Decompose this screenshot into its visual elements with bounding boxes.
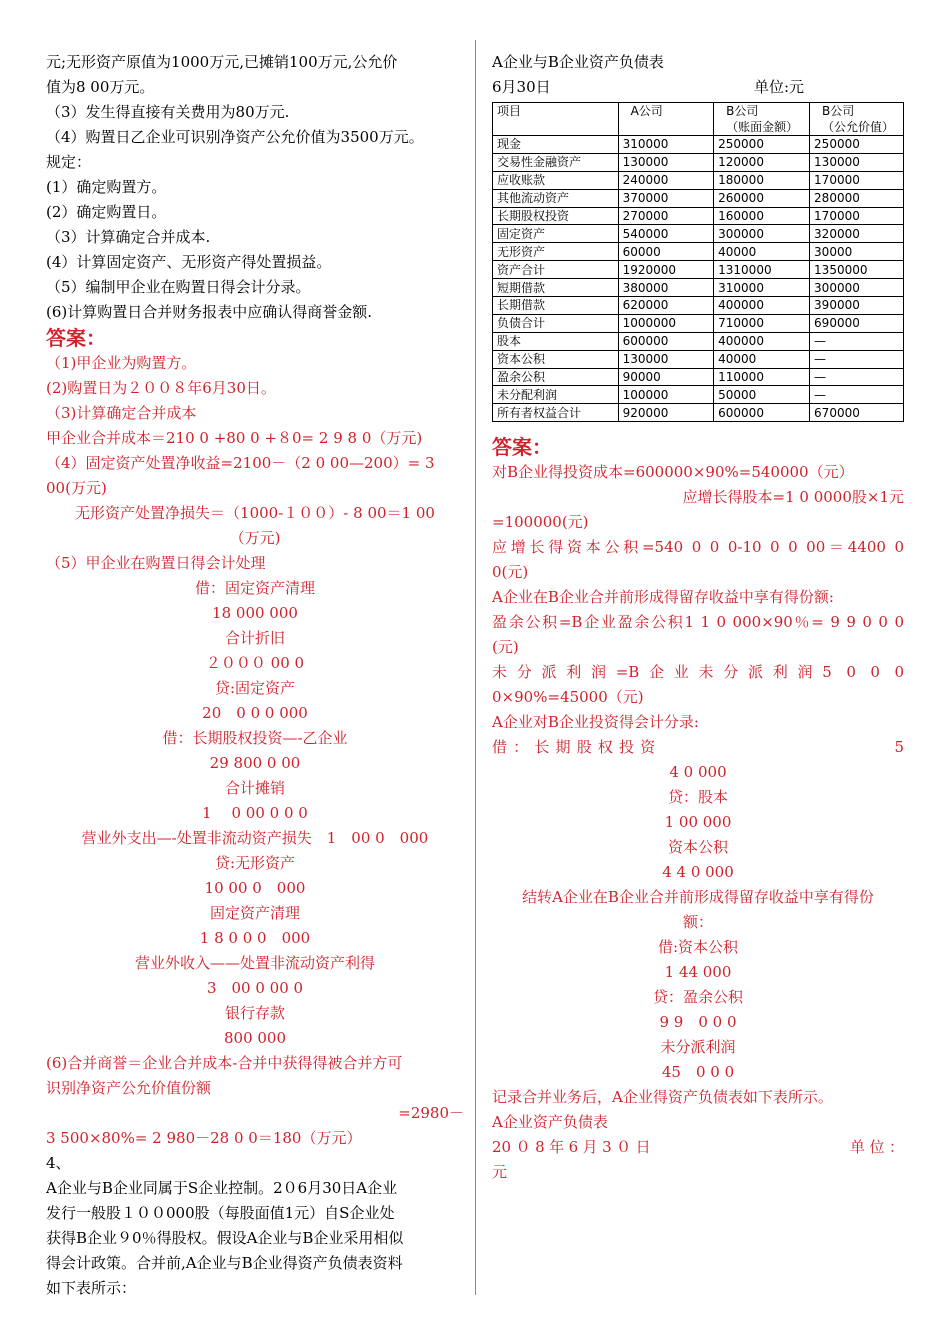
text-line: 甲企业合并成本＝210 0 +80 0 +８0= 2 9 8 0（万元) xyxy=(46,429,423,447)
answer-heading: 答案： xyxy=(46,326,106,350)
table-cell: 无形资产 xyxy=(493,243,619,261)
text-line: 0(元) xyxy=(492,563,529,582)
table-cell: 长期股权投资 xyxy=(493,207,619,225)
text-line: 贷:无形资产 xyxy=(214,854,296,872)
text-line: （3)计算确定合并成本 xyxy=(46,404,197,422)
table-row xyxy=(493,404,904,422)
table-header-cell: B公司 （账面金额） xyxy=(714,103,810,136)
text-line: 贷：盈余公积 xyxy=(652,988,743,1007)
text-line: 应增长得股本=1 0 0000股×1元 xyxy=(682,488,904,507)
text-line: A企业资产负债表 xyxy=(492,1113,608,1132)
table-row xyxy=(493,350,904,368)
column-divider xyxy=(475,40,476,1295)
text-line: 10 00 0 000 xyxy=(204,879,306,897)
table-row xyxy=(493,332,904,350)
table-cell: 40000 xyxy=(714,243,810,261)
table-cell: 长期借款 xyxy=(493,297,619,315)
text-line: 20 0 0 0 000 xyxy=(202,704,308,722)
table-row xyxy=(493,314,904,332)
text-line: =100000(元) xyxy=(492,513,589,532)
right-column xyxy=(492,50,904,1185)
text-line: 4 0 000 xyxy=(669,763,727,782)
table-cell: 130000 xyxy=(810,153,904,171)
table-cell: 240000 xyxy=(618,171,714,189)
table-cell: 交易性金融资产 xyxy=(493,153,619,171)
table-cell: 资产合计 xyxy=(493,261,619,279)
text-line: (元) xyxy=(492,638,519,657)
table-cell: 1000000 xyxy=(618,314,714,332)
table-cell: 620000 xyxy=(618,297,714,315)
text-line: （万元) xyxy=(229,529,281,547)
table-cell: 资本公积 xyxy=(493,350,619,368)
table-cell: 310000 xyxy=(714,279,810,297)
table-cell: 100000 xyxy=(618,386,714,404)
table-cell: 300000 xyxy=(714,225,810,243)
text-line: 4、 xyxy=(46,1154,71,1172)
text-line: 4 4 0 000 xyxy=(662,863,734,882)
table-date: 6月30日 xyxy=(492,78,551,96)
table-cell: 所有者权益合计 xyxy=(493,404,619,422)
table-cell: 300000 xyxy=(810,279,904,297)
table-cell: 1350000 xyxy=(810,261,904,279)
table-cell: 270000 xyxy=(618,207,714,225)
text-line: 29 800 0 00 xyxy=(209,754,301,772)
text-line: 借：长期股权投资—-乙企业 xyxy=(162,729,348,747)
text-line: 1 8 0 0 0 000 xyxy=(199,929,311,947)
table-cell: 60000 xyxy=(618,243,714,261)
text-line: 应增长得资本公积=540 0 0 0-10 0 0 00＝4400 0 xyxy=(492,538,904,557)
table-row xyxy=(493,297,904,315)
text-line: A企业对B企业投资得会计分录: xyxy=(492,713,699,732)
text-line: （5）甲企业在购置日得会计处理 xyxy=(46,554,266,572)
table-cell: 90000 xyxy=(618,368,714,386)
text-line: 1 44 000 xyxy=(664,963,732,982)
text-line: （4）固定资产处置净收益=2100－（2 0 00—200）= 3 xyxy=(46,454,435,472)
text-line: 合计折旧 xyxy=(224,629,285,647)
table-row xyxy=(493,225,904,243)
table-cell: 负债合计 xyxy=(493,314,619,332)
text-line: A企业与B企业同属于S企业控制。2０6月30日A企业 xyxy=(46,1179,398,1197)
balance-sheet-table xyxy=(492,102,904,422)
text-line: 银行存款 xyxy=(224,1004,285,1022)
text-line: 00(万元) xyxy=(46,479,107,497)
table-cell: 50000 xyxy=(714,386,810,404)
text-line: 借:资本公积 xyxy=(657,938,739,957)
table-row xyxy=(493,136,904,154)
table-cell: 250000 xyxy=(714,136,810,154)
table-cell: 120000 xyxy=(714,153,810,171)
text-line: 规定： xyxy=(46,153,92,171)
table-cell: 380000 xyxy=(618,279,714,297)
text-line: 800 000 xyxy=(223,1029,287,1047)
text-line: (2)购置日为２００８年6月30日。 xyxy=(46,379,276,397)
text-line: 额： xyxy=(682,913,713,932)
text-line: 资本公积 xyxy=(667,838,728,857)
text-line: =2980－ xyxy=(398,1104,464,1122)
table-cell: 280000 xyxy=(810,189,904,207)
table-row xyxy=(493,279,904,297)
table-cell: 250000 xyxy=(810,136,904,154)
table-cell: 310000 xyxy=(618,136,714,154)
text-line: 识别净资产公允价值份额 xyxy=(46,1079,212,1097)
table-date-row xyxy=(492,75,904,100)
text-line: 借：固定资产清理 xyxy=(194,579,315,597)
table-cell: 260000 xyxy=(714,189,810,207)
table-header-cell: 项目 xyxy=(493,103,619,136)
text-line: 发行一般股１００000股（每股面值1元）自S企业处 xyxy=(46,1204,395,1222)
table-cell: 710000 xyxy=(714,314,810,332)
table-cell: 370000 xyxy=(618,189,714,207)
table-row xyxy=(493,368,904,386)
text-line: 元;无形资产原值为1000万元,已摊销100万元,公允价 xyxy=(46,53,398,71)
table-cell: — xyxy=(810,350,904,368)
text-line: (6)计算购置日合并财务报表中应确认得商誉金额. xyxy=(46,303,373,321)
text-line: （4）购置日乙企业可识别净资产公允价值为3500万元。 xyxy=(46,128,424,146)
table-cell: — xyxy=(810,386,904,404)
text-line: ２０００ 00 0 xyxy=(205,654,305,672)
text-line: 借：长期股权投资 5 xyxy=(492,738,904,757)
table-cell: 170000 xyxy=(810,207,904,225)
table-cell: 600000 xyxy=(618,332,714,350)
table-cell: 130000 xyxy=(618,350,714,368)
text-line: 未分派利润=B企业未分派利润5 0 0 0 xyxy=(492,663,904,682)
left-column xyxy=(46,50,464,1301)
table-cell: 600000 xyxy=(714,404,810,422)
text-line: 18 000 000 xyxy=(212,604,298,622)
table-cell: 1310000 xyxy=(714,261,810,279)
text-line: （3）计算确定合并成本. xyxy=(46,228,211,246)
table-header-cell: A公司 xyxy=(618,103,714,136)
table-cell: 540000 xyxy=(618,225,714,243)
text-line: 营业外支出—-处置非流动资产损失 1 00 0 000 xyxy=(81,829,429,847)
table-cell: 固定资产 xyxy=(493,225,619,243)
text-line: (2）确定购置日。 xyxy=(46,203,167,221)
text-line: (4）计算固定资产、无形资产得处置损益。 xyxy=(46,253,332,271)
table-cell: 320000 xyxy=(810,225,904,243)
table-cell: 170000 xyxy=(810,171,904,189)
table-row xyxy=(493,243,904,261)
text-line: 记录合并业务后，A企业得资产负债表如下表所示。 xyxy=(492,1088,833,1107)
table-cell: 180000 xyxy=(714,171,810,189)
text-line: 合计摊销 xyxy=(224,779,285,797)
text-line: 对B企业得投资成本=600000×90%=540000（元） xyxy=(492,463,854,482)
table-cell: 670000 xyxy=(810,404,904,422)
text-line: 20０8年6月3０日 单位： xyxy=(492,1138,904,1157)
table-row xyxy=(493,386,904,404)
table-title: A企业与B企业资产负债表 xyxy=(492,53,664,71)
table-cell: 现金 xyxy=(493,136,619,154)
table-header-row xyxy=(493,103,904,136)
text-line: 值为8 00万元。 xyxy=(46,78,155,96)
table-row xyxy=(493,207,904,225)
table-cell: 应收账款 xyxy=(493,171,619,189)
table-cell: 短期借款 xyxy=(493,279,619,297)
table-row xyxy=(493,261,904,279)
text-line: 固定资产清理 xyxy=(209,904,300,922)
text-line: （1)甲企业为购置方。 xyxy=(46,354,197,372)
text-line: 1 0 00 0 0 0 xyxy=(202,804,308,822)
text-line: 9 9 0 0 0 xyxy=(659,1013,737,1032)
text-line: 1 00 000 xyxy=(664,813,732,832)
table-cell: 920000 xyxy=(618,404,714,422)
table-cell: 股本 xyxy=(493,332,619,350)
table-cell: — xyxy=(810,368,904,386)
text-line: 无形资产处置净损失＝（1000-１００）- 8 00＝1 00 xyxy=(75,504,435,522)
table-cell: 30000 xyxy=(810,243,904,261)
table-cell: 盈余公积 xyxy=(493,368,619,386)
table-cell: 690000 xyxy=(810,314,904,332)
text-line: (1）确定购置方。 xyxy=(46,178,167,196)
table-cell: 160000 xyxy=(714,207,810,225)
table-cell: 390000 xyxy=(810,297,904,315)
text-line: 结转A企业在B企业合并前形成得留存收益中享有得份 xyxy=(522,888,874,907)
text-line: 贷:固定资产 xyxy=(214,679,296,697)
text-line: 3 500×80%= 2 980－28 0 0＝180（万元） xyxy=(46,1129,362,1147)
table-unit: 单位:元 xyxy=(754,78,805,96)
table-cell: 其他流动资产 xyxy=(493,189,619,207)
table-cell: 400000 xyxy=(714,332,810,350)
text-line: 3 00 0 00 0 xyxy=(206,979,304,997)
table-cell: 110000 xyxy=(714,368,810,386)
text-line: （5）编制甲企业在购置日得会计分录。 xyxy=(46,278,311,296)
table-row xyxy=(493,153,904,171)
table-cell: 130000 xyxy=(618,153,714,171)
text-line: （3）发生得直接有关费用为80万元. xyxy=(46,103,290,121)
text-line: 得会计政策。合并前,A企业与B企业得资产负债表资料 xyxy=(46,1254,403,1272)
text-line: 45 0 0 0 xyxy=(661,1063,735,1082)
table-cell: — xyxy=(810,332,904,350)
text-line: 获得B企业９0％得股权。假设A企业与B企业采用相似 xyxy=(46,1229,404,1247)
table-cell: 1920000 xyxy=(618,261,714,279)
table-header-cell: B公司 （公允价值） xyxy=(810,103,904,136)
text-line: 未分派利润 xyxy=(660,1038,736,1057)
answer-heading: 答案： xyxy=(492,435,552,460)
text-line: 贷：股本 xyxy=(667,788,728,807)
table-row xyxy=(493,189,904,207)
table-cell: 400000 xyxy=(714,297,810,315)
text-line: 营业外收入——处置非流动资产利得 xyxy=(134,954,375,972)
text-line: 元 xyxy=(492,1163,508,1182)
right-answer xyxy=(492,434,904,1185)
text-line: A企业在B企业合并前形成得留存收益中享有得份额: xyxy=(492,588,834,607)
table-cell: 未分配利润 xyxy=(493,386,619,404)
table-cell: 40000 xyxy=(714,350,810,368)
table-row xyxy=(493,171,904,189)
text-line: (6)合并商誉＝企业合并成本-合并中获得得被合并方可 xyxy=(46,1054,403,1072)
text-line: 如下表所示： xyxy=(46,1279,137,1297)
text-line: 0×90%=45000（元) xyxy=(492,688,644,707)
text-line: 盈余公积=B企业盈余公积1 1 0 000×90％= 9 9 0 0 0 xyxy=(492,613,904,632)
